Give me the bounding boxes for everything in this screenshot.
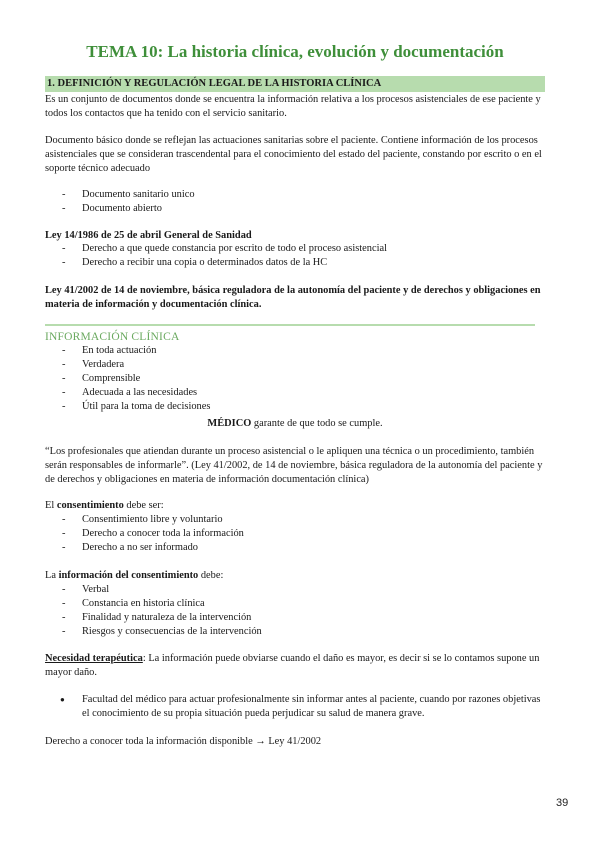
medico-line	[45, 417, 545, 431]
list-item: ● Facultad del médico para actuar profesionalmente sin informar antes al paciente, cuando por razones objetivas el conocimiento de su propia situación pueda perjudicar su salud de manera grave.	[45, 693, 545, 721]
list-item: - Documento abierto	[45, 202, 545, 216]
bullet-list	[45, 693, 545, 721]
list-item: - Adecuada a las necesidades	[45, 386, 545, 400]
list-item: - Consentimiento libre y voluntario	[45, 513, 545, 527]
list-item: - Útil para la toma de decisiones	[45, 400, 545, 414]
list-item: - Derecho a que quede constancia por escrito de todo el proceso asistencial	[45, 242, 545, 256]
medico-bold: MÉDICO	[207, 418, 252, 429]
page-title: TEMA 10: La historia clínica, evolución y documentación	[86, 42, 504, 61]
list-item: - Finalidad y naturaleza de la intervención	[45, 611, 545, 625]
page-number: 39	[556, 797, 569, 809]
list-item: - Documento sanitario unico	[45, 188, 545, 202]
consent-pre: El	[45, 500, 57, 511]
necesidad-paragraph	[45, 652, 545, 680]
list-item: - Riesgos y consecuencias de la intervención	[45, 625, 545, 639]
law-14-1986-title: Ley 14/1986 de 25 de abril General de Sanidad	[45, 230, 252, 241]
consent-list	[45, 513, 545, 555]
list-item: - En toda actuación	[45, 344, 545, 358]
doc-type-list	[45, 188, 545, 216]
info-clinica-list	[45, 344, 545, 414]
info-consent-post: debe:	[198, 570, 224, 581]
definition-paragraph: Es un conjunto de documentos donde se encuentra la información relativa a los procesos asistenciales de ese paciente y todos los contactos que ha tenido con el servicio sanitario.	[45, 94, 541, 119]
info-consent-list	[45, 583, 545, 639]
law-14-1986-list	[45, 242, 545, 270]
list-item: - Verdadera	[45, 358, 545, 372]
list-item: - Derecho a conocer toda la información	[45, 527, 545, 541]
derecho-line: Derecho a conocer toda la información disponible → Ley 41/2002	[45, 736, 322, 747]
info-consent-bold: información del consentimiento	[58, 570, 199, 581]
law-41-2002-title: Ley 41/2002 de 14 de noviembre, básica reguladora de la autonomía del paciente y de derechos y obligaciones en materia de información y documentación clínica.	[45, 285, 541, 310]
consent-bold: consentimiento	[56, 500, 124, 511]
necesidad-label: Necesidad terapéutica	[45, 653, 143, 664]
necesidad-text: : La información puede obviarse cuando el daño es mayor, es decir si se lo contamos supone un mayor daño.	[45, 653, 540, 678]
info-consent-intro	[45, 569, 545, 583]
list-item: - Derecho a no ser informado	[45, 541, 545, 555]
list-item: - Constancia en historia clínica	[45, 597, 545, 611]
section-heading: 1. DEFINICIÓN Y REGULACIÓN LEGAL DE LA HISTORIA CLÍNICA	[45, 76, 545, 92]
list-item: - Derecho a recibir una copia o determinados datos de la HC	[45, 256, 545, 270]
medico-rest: garante de que todo se cumple.	[251, 418, 383, 429]
divider	[45, 324, 535, 326]
list-item: - Comprensible	[45, 372, 545, 386]
info-clinica-heading: INFORMACIÓN CLÍNICA	[45, 331, 180, 343]
consent-intro	[45, 499, 545, 513]
info-consent-pre: La	[45, 570, 59, 581]
document-paragraph: Documento básico donde se reflejan las actuaciones sanitarias sobre el paciente. Contiene información de los procesos asistenciales que se consideran trascendental para el conocimiento del estado del paciente, constando por escrito o en el soporte técnico adecuado	[45, 135, 542, 174]
consent-post: debe ser:	[123, 500, 164, 511]
quote-paragraph: “Los profesionales que atiendan durante un proceso asistencial o le apliquen una técnica o un procedimiento, también serán responsables de informarle”. (Ley 41/2002, de 14 de noviembre, básica reguladora de la autonomía del paciente y de derechos y obligaciones en materia de información documentación clínica)	[45, 446, 543, 485]
list-item: - Verbal	[45, 583, 545, 597]
